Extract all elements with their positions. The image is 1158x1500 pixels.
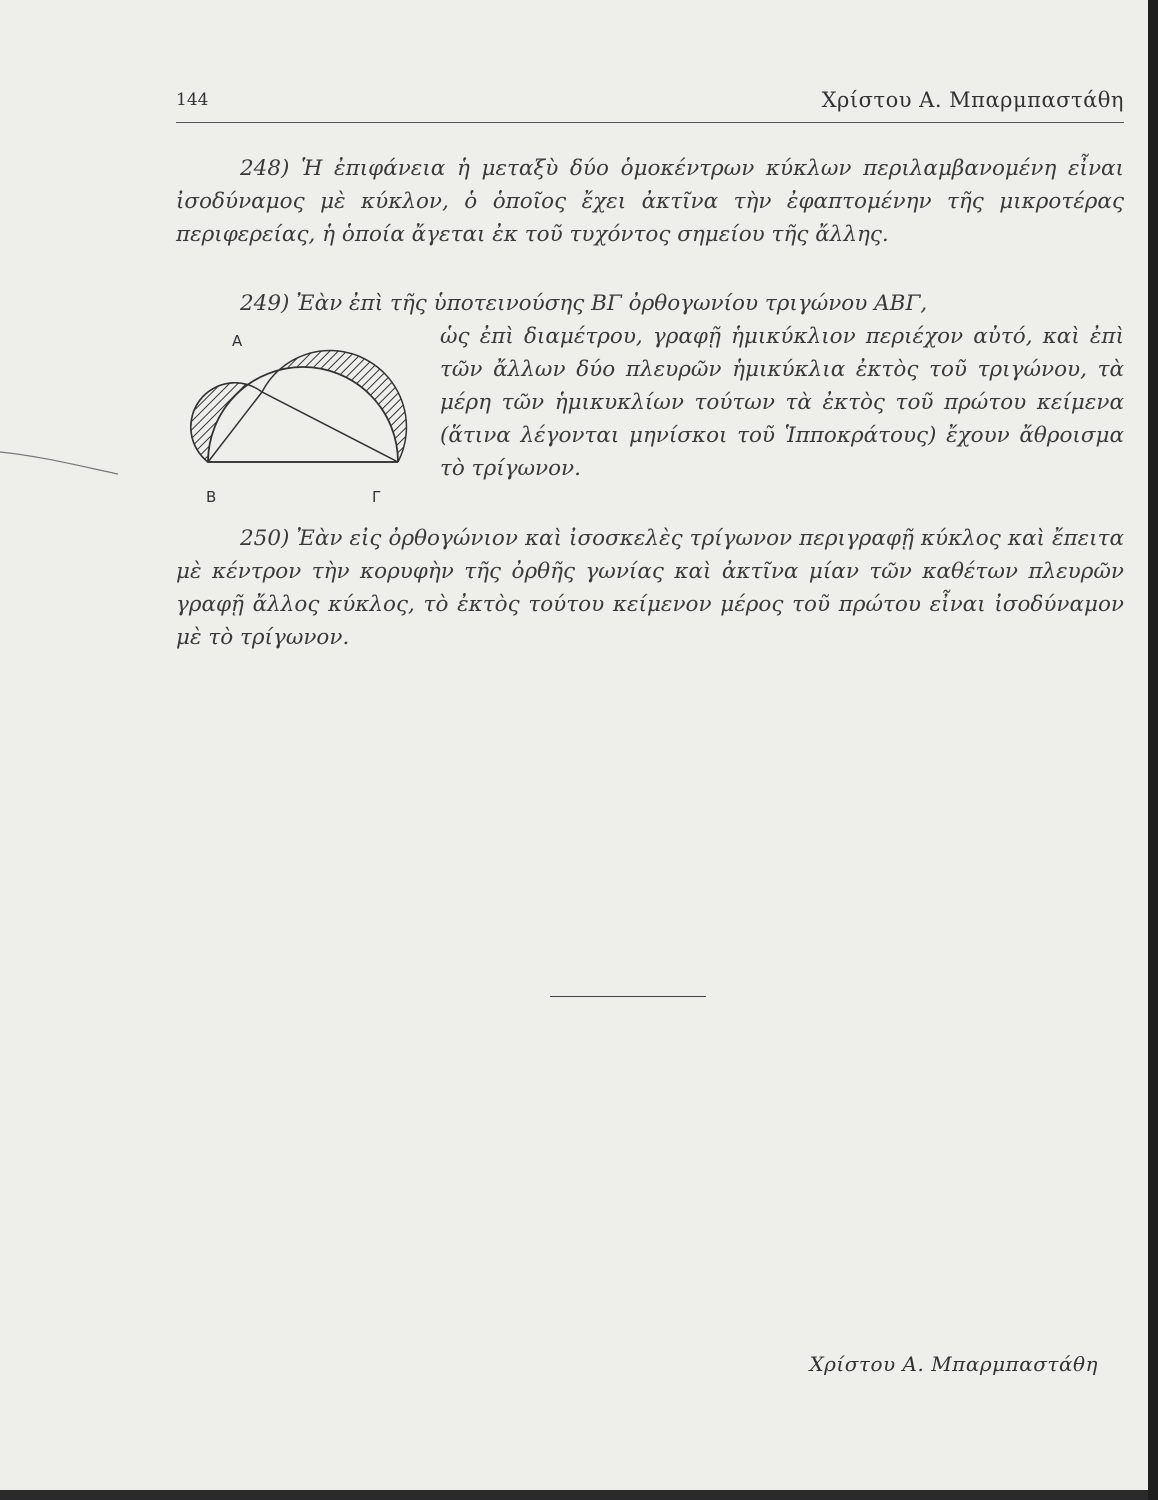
paragraph-248: 248) Ἡ ἐπιφάνεια ἡ μεταξὺ δύο ὁμοκέντρων κύκλων περιλαμβανομένη εἶναι ἰσοδύναμος μὲ κύκλον, ὁ ὁποῖος ἔχει ἀκτῖνα τὴν ἐφαπτομένην τῆς μικροτέρας περιφερείας, ἡ ὁποία ἄγεται ἐκ τοῦ τυχόντος σημείου τῆς ἄλλης.: [176, 156, 1124, 247]
left-lune: [191, 383, 262, 462]
paragraph-250: 250) Ἐὰν εἰς ὀρθογώνιον καὶ ἰσοσκελὲς τρίγωνον περιγραφῇ κύκλος καὶ ἔπειτα μὲ κέντρον τὴν κορυφὴν τῆς ὀρθῆς γωνίας καὶ ἀκτῖνα μίαν τῶν καθέτων πλευρῶν γραφῇ ἄλλος κύκλος, τὸ ἐκτὸς τούτου κείμενον μέρος τοῦ πρώτου εἶναι ἰσοδύναμον μὲ τὸ τρίγωνον.: [176, 526, 1124, 650]
vertex-label-a: Α: [232, 332, 243, 350]
figure-drawing: [180, 322, 420, 522]
vertex-label-b: Β: [206, 488, 217, 506]
section-divider: [550, 996, 706, 997]
vertex-label-g: Γ: [372, 488, 381, 506]
page-header: [176, 88, 1124, 123]
top-lune: [262, 351, 406, 462]
lunes-of-hippocrates-figure: [180, 322, 420, 522]
footer-signature: Χρίστου Α. Μπαρμπαστάθη: [809, 1352, 1098, 1376]
paragraph-249-first-line: 249) Ἐὰν ἐπὶ τῆς ὑποτεινούσης ΒΓ ὀρθογωνίου τριγώνου ΑΒΓ,: [240, 291, 928, 316]
right-triangle: [208, 392, 398, 462]
margin-pen-mark: [0, 440, 120, 480]
paragraph-249-body: ὡς ἐπὶ διαμέτρου, γραφῇ ἡμικύκλιον περιέχον αὐτό, καὶ ἐπὶ τῶν ἄλλων δύο πλευρῶν ἡμικύκλια ἐκτὸς τοῦ τριγώνου, τὰ μέρη τῶν ἡμικυκλίων τούτων τὰ ἐκτὸς τοῦ πρώτου κείμενα (ἅτινα λέγονται μηνίσκοι τοῦ Ἱπποκράτους) ἔχουν ἄθροισμα τὸ τρίγωνον.: [440, 324, 1124, 481]
page-edge: [1148, 0, 1158, 1500]
page-number: 144: [176, 90, 209, 110]
running-head: Χρίστου Α. Μπαρμπαστάθη: [821, 88, 1124, 112]
